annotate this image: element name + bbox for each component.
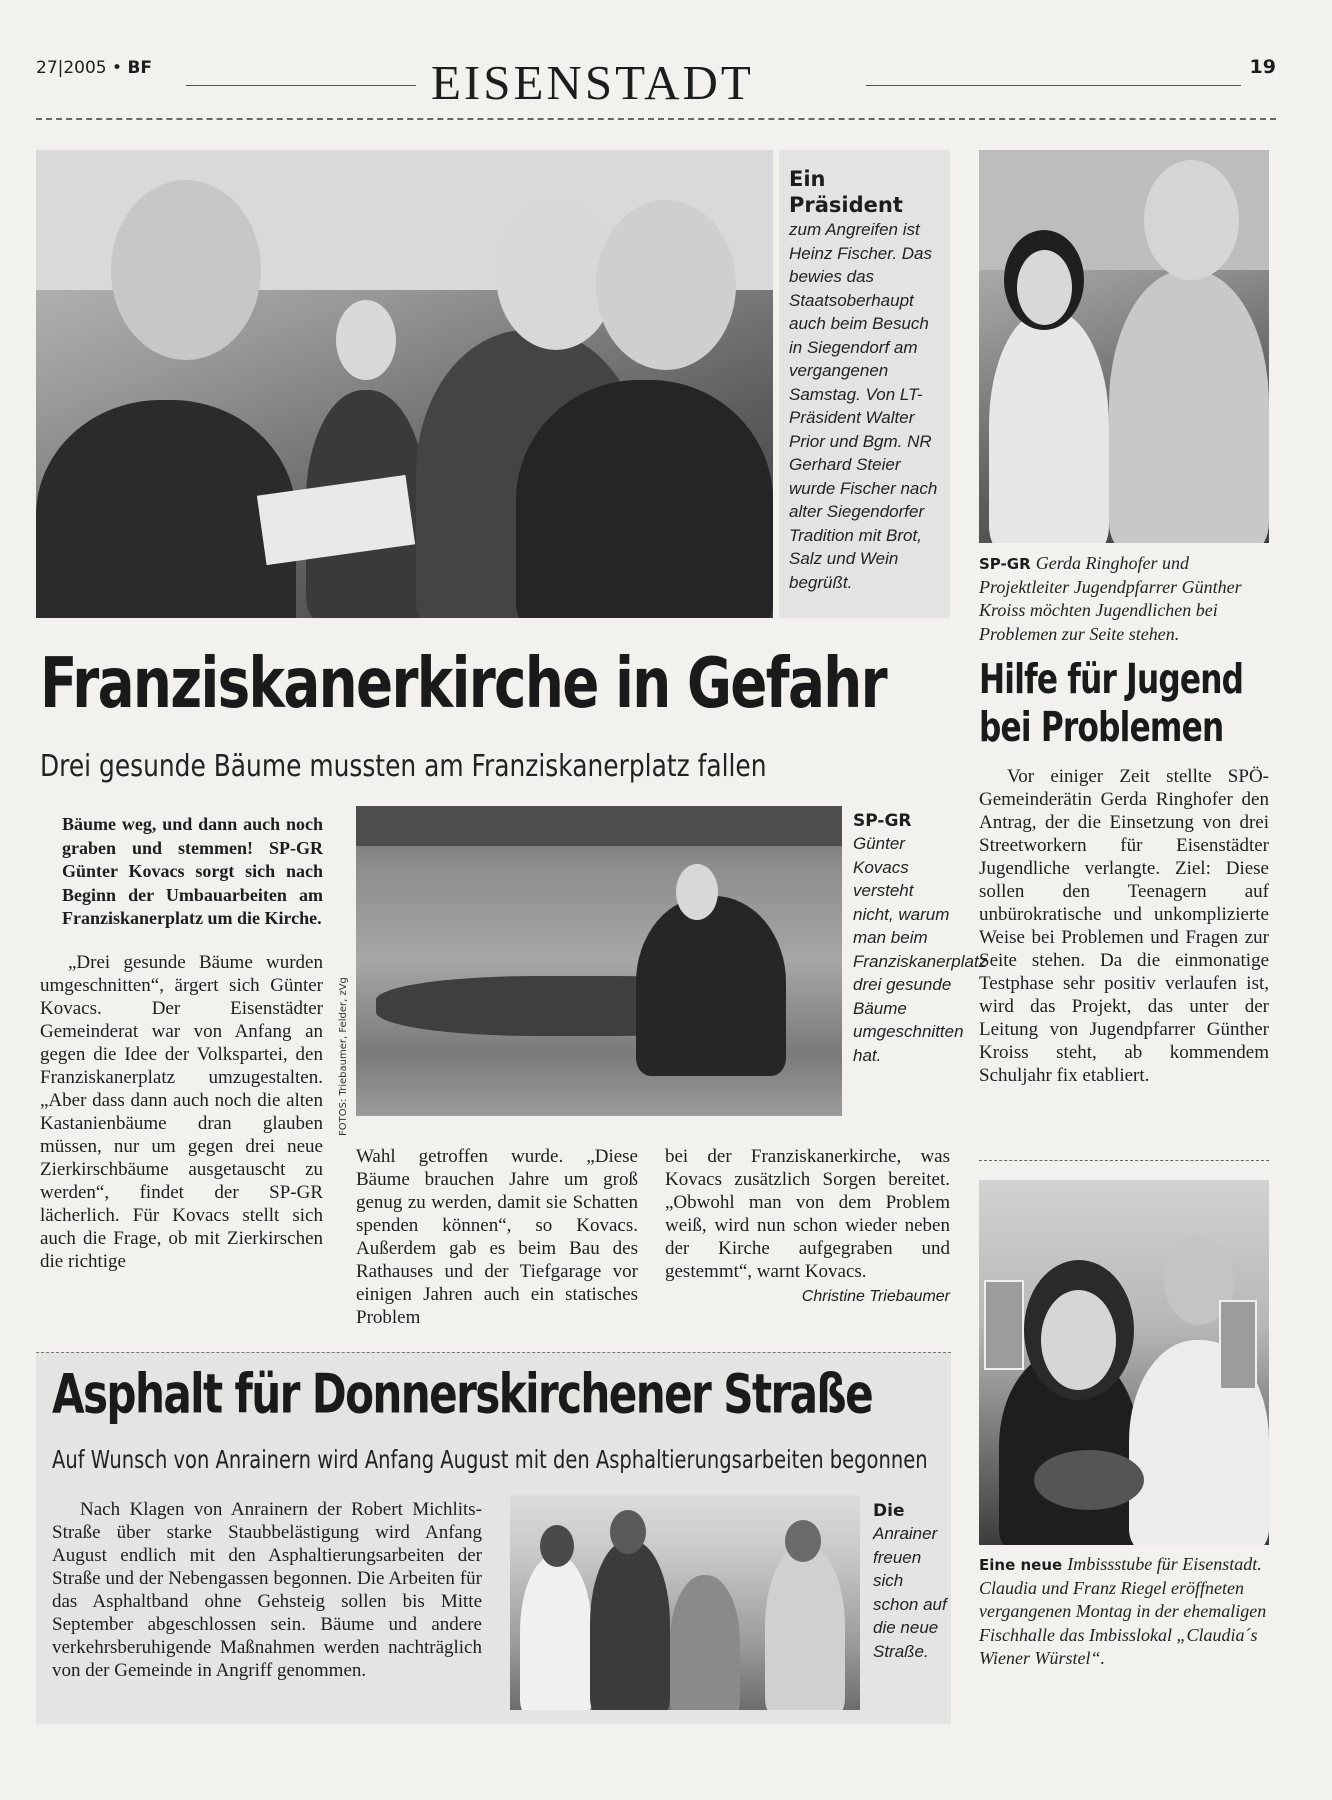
right-divider [979, 1160, 1269, 1161]
residents-photo [510, 1495, 860, 1710]
photo-credit: FOTOS: Triebaumer, Felder, zVg [338, 977, 349, 1136]
bread-loaf [1034, 1450, 1144, 1510]
issue-label [36, 58, 152, 78]
kovacs-caption-title: SP-GR [853, 811, 912, 831]
header-rule-left [186, 85, 416, 86]
issue-bullet: • [112, 58, 123, 78]
main-col3 [665, 1145, 950, 1308]
page-header [36, 50, 1276, 120]
kovacs-caption-text: Günter Kovacs versteht nicht, warum man beim Franziskanerplatz drei gesunde Bäume umgeschnitten hat. [853, 834, 988, 1065]
main-col2 [356, 1145, 638, 1329]
youth-photo [979, 150, 1269, 543]
asphalt-headline: Asphalt für Donnerskirchener Straße [52, 1363, 873, 1427]
main-author: Christine Triebaumer [801, 1288, 950, 1305]
residents-caption [873, 1500, 948, 1663]
youth-body-text: Vor einiger Zeit stellte SPÖ-Gemeinderätin Gerda Ringhofer den Antrag, der die Einsetzung von drei Streetworkern für Eisenstädter Jugendliche verlangte. Ziel: Diese sollen den Teenagern auf unbürokratische und unkomplizierte Weise bei Problemen und Fragen zur Seite stehen. Da die einmonatige Testphase sehr positiv verlaufen ist, wird das Projekt, das unter der Leitung von Jugendpfarrer Günther Kroiss steht, ab kommendem Schuljahr fix etabliert. [979, 766, 1269, 1086]
header-divider [36, 118, 1276, 120]
main-col1 [40, 813, 323, 1273]
residents-caption-title: Die [873, 1501, 905, 1521]
main-subheadline: Drei gesunde Bäume mussten am Franziskanerplatz fallen [40, 749, 767, 784]
president-caption-title: Ein Präsident [789, 167, 903, 217]
main-lead: Bäume weg, und dann auch noch graben und stemmen! SP-GR Günter Kovacs sorgt sich nach Beginn der Umbauarbeiten am Franziskanerplatz um die Kirche. [62, 814, 323, 928]
youth-caption-title: SP-GR [979, 555, 1031, 573]
page-number: 19 [1249, 56, 1276, 78]
residents-caption-text: Anrainer freuen sich schon auf die neue Straße. [873, 1524, 947, 1661]
president-caption [779, 150, 950, 618]
youth-body [979, 765, 1269, 1087]
kovacs-caption [853, 810, 988, 1067]
youth-headline [979, 656, 1243, 753]
main-col2-text: Wahl getroffen wurde. „Diese Bäume brauchen Jahre um groß genug zu werden, damit sie Schatten spenden können“, so Kovacs. Außerdem gab es beim Bau des Rathauses und der Tiefgarage vor einigen Jahren auch ein statisches Problem [356, 1146, 638, 1328]
main-headline: Franziskanerkirche in Gefahr [40, 643, 886, 724]
main-col3-text: bei der Franziskanerkirche, was Kovacs zusätzlich Sorgen bereitet. „Obwohl man von dem Problem weiß, wird nun schon wieder neben der Kirche aufgegraben und gestemmt“, warnt Kovacs. [665, 1146, 950, 1282]
snackbar-caption-text: Imbissstube für Eisenstadt. Claudia und Franz Riegel eröffneten vergangenen Montag in der ehemaligen Fischhalle das Imbisslokal „Claudia´s Wiener Würstel“. [979, 1554, 1267, 1668]
youth-headline-line1: Hilfe für Jugend [979, 656, 1244, 704]
asphalt-body [52, 1498, 482, 1682]
youth-headline-line2: bei Problemen [979, 704, 1224, 752]
youth-caption [979, 552, 1269, 646]
asphalt-subheadline: Auf Wunsch von Anrainern wird Anfang August mit den Asphaltierungsarbeiten begonnen [52, 1445, 928, 1474]
glass-right [1219, 1300, 1257, 1390]
snackbar-photo [979, 1180, 1269, 1545]
asphalt-body-text: Nach Klagen von Anrainern der Robert Michlits-Straße über starke Staubbelästigung wird Anfang August endlich mit den Asphaltierungsarbeiten der Straße und der Nebengassen begonnen. Die Arbeiten für das Asphaltband ohne Gehsteig sollen bis Mitte September abgeschlossen sein. Bäume und andere verkehrsberuhigende Maßnahmen werden nachträglich von der Gemeinde in Angriff genommen. [52, 1499, 482, 1681]
president-photo [36, 150, 773, 618]
youth-caption-text: Gerda Ringhofer und Projektleiter Jugendpfarrer Günther Kroiss möchten Jugendlichen bei Problemen zur Seite stehen. [979, 553, 1242, 644]
issue-number: 27|2005 [36, 58, 107, 78]
main-col1-text: „Drei gesunde Bäume wurden umgeschnitten“, ärgert sich Günter Kovacs. Der Eisenstädter Gemeinderat war von Anfang an gegen die Idee der Volkspartei, den Franziskanerplatz umzugestalten. „Aber dass dann auch noch die alten Kastanienbäume dran glauben müssen, nur um gegen drei neue Zierkirschbäume ausgetauscht zu werden“, findet der SP-GR lächerlich. Für Kovacs stellt sich auch die Frage, ob mit Zierkirschen die richtige [40, 951, 323, 1272]
header-rule-right [866, 85, 1241, 86]
president-caption-text: zum Angreifen ist Heinz Fischer. Das bewies das Staatsoberhaupt auch beim Besuch in Siegendorf am vergangenen Samstag. Von LT-Präsident Walter Prior und Bgm. NR Gerhard Steier wurde Fischer nach alter Siegendorfer Tradition mit Brot, Salz und Wein begrüßt. [789, 220, 938, 592]
glass-left [984, 1280, 1024, 1370]
snackbar-caption-title: Eine neue [979, 1556, 1063, 1574]
snackbar-caption [979, 1553, 1269, 1671]
paper-name: BF [127, 58, 153, 78]
section-title: EISENSTADT [431, 55, 754, 110]
kovacs-photo [356, 806, 842, 1116]
